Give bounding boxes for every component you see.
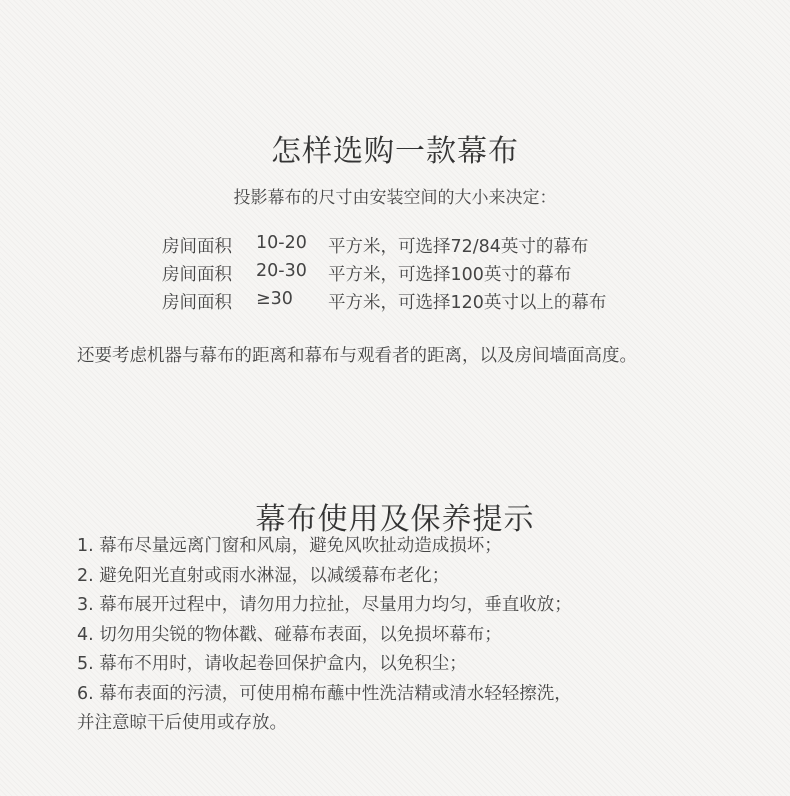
room-range: ≥30 xyxy=(256,289,293,309)
room-range: 20-30 xyxy=(256,261,307,281)
room-label: 房间面积 xyxy=(162,265,232,285)
room-recommendation: 平方米，可选择72/84英寸的幕布 xyxy=(328,237,589,257)
tip-item: 6. 幕布表面的污渍，可使用棉布蘸中性洗洁精或清水轻轻擦洗， xyxy=(77,683,572,704)
consideration-note: 还要考虑机器与幕布的距离和幕布与观看者的距离，以及房间墙面高度。 xyxy=(77,346,637,366)
room-label: 房间面积 xyxy=(162,293,232,313)
room-recommendation: 平方米，可选择120英寸以上的幕布 xyxy=(328,293,607,313)
room-range: 10-20 xyxy=(256,233,307,253)
tip-item: 1. 幕布尽量远离门窗和风扇，避免风吹扯动造成损坏； xyxy=(77,536,502,556)
room-label: 房间面积 xyxy=(162,237,232,257)
tip-item: 4. 切勿用尖锐的物体戳、碰幕布表面，以免损坏幕布； xyxy=(77,624,502,645)
room-recommendation: 平方米，可选择100英寸的幕布 xyxy=(328,265,572,285)
tip-item: 3. 幕布展开过程中，请勿用力拉扯，尽量用力均匀，垂直收放； xyxy=(77,595,572,615)
room-size-row xyxy=(162,233,588,258)
tip-item: 2. 避免阳光直射或雨水淋湿，以减缓幕布老化； xyxy=(77,565,450,586)
room-size-row xyxy=(162,289,606,314)
tip-item: 并注意晾干后使用或存放。 xyxy=(77,713,287,733)
section-title-usage-tips: 幕布使用及保养提示 xyxy=(255,502,535,538)
section-title-choose-screen: 怎样选购一款幕布 xyxy=(271,134,519,170)
tip-item: 5. 幕布不用时，请收起卷回保护盒内，以免积尘； xyxy=(77,654,467,674)
intro-text: 投影幕布的尺寸由安装空间的大小来决定： xyxy=(233,188,557,208)
room-size-row xyxy=(162,261,571,286)
tips-list xyxy=(77,532,572,739)
